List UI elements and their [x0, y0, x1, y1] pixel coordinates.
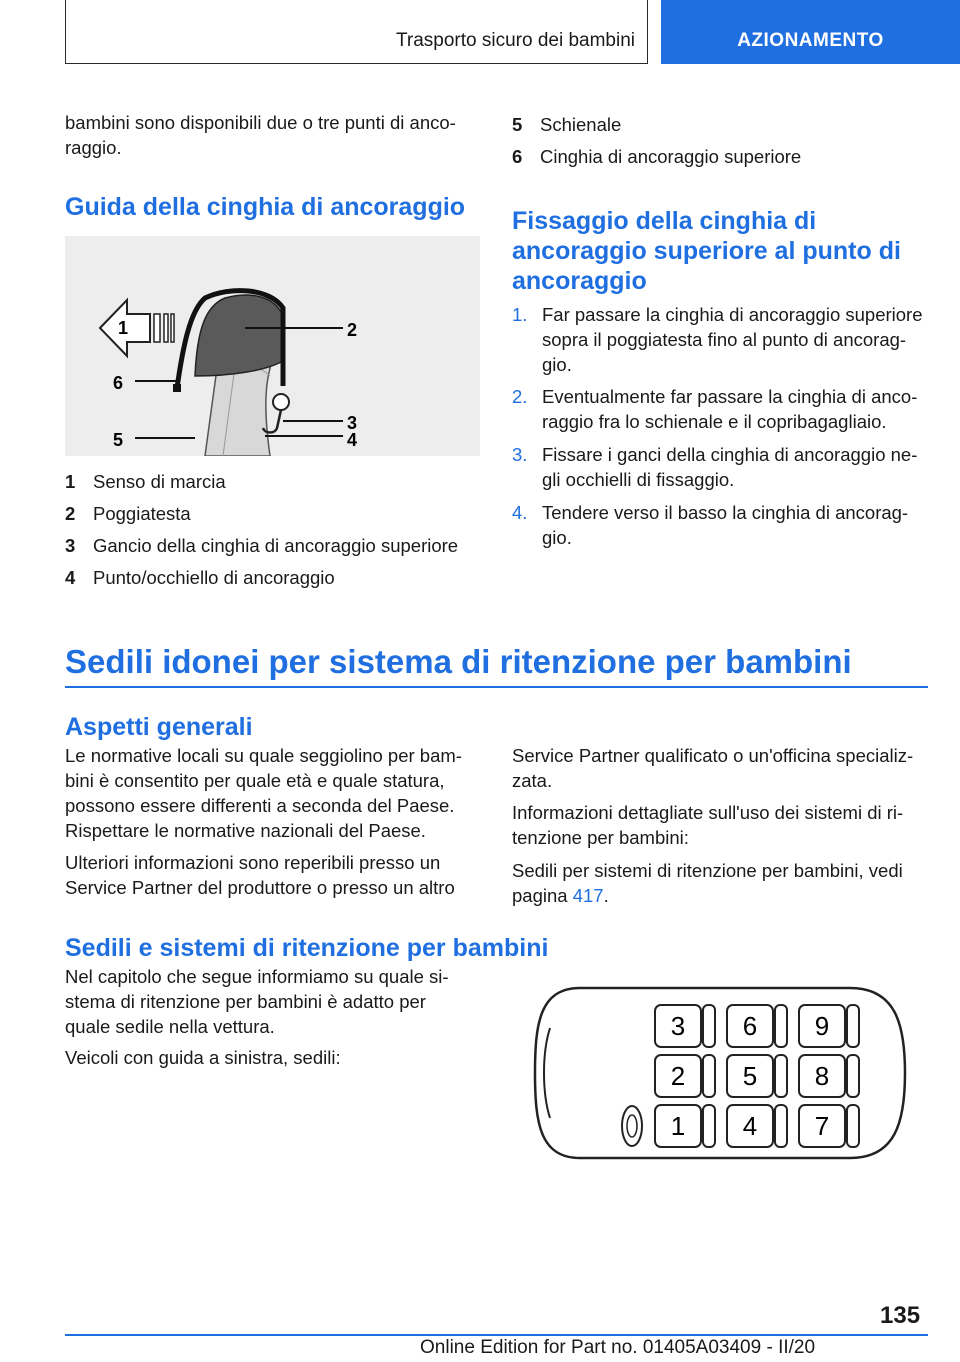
- heading-general: Aspetti generali: [65, 713, 253, 741]
- header-chapter-tab: [661, 0, 960, 64]
- seat-number: 3: [670, 1011, 686, 1041]
- seat-number: 8: [814, 1061, 830, 1091]
- seat-number: 5: [742, 1061, 758, 1091]
- header-section-tab: [65, 0, 648, 64]
- figure-anchor-strap-drawing: [65, 236, 480, 456]
- seat-layout-drawing: [520, 983, 910, 1163]
- footer-rule: [65, 1334, 928, 1336]
- step-item: 1. Far passare la cinghia di ancoraggio superiore sopra il poggiatesta fino al punto di ancorag-gio.: [512, 304, 923, 375]
- step-item: 3. Fissare i ganci della cinghia di ancoraggio ne-gli occhielli di fissaggio.: [512, 444, 918, 490]
- heading-fixing-strap: Fissaggio della cinghia di ancoraggio superiore al punto di ancoraggio: [512, 207, 901, 295]
- seat-number: 2: [670, 1061, 686, 1091]
- general-paragraph-5: Sedili per sistemi di ritenzione per bambini, vedi pagina 417.: [512, 860, 903, 906]
- page-link[interactable]: 417: [572, 885, 604, 906]
- fig1-label-6: 6: [113, 373, 124, 393]
- seat-number: 4: [742, 1111, 758, 1141]
- step-item: 4. Tendere verso il basso la cinghia di ancorag-gio.: [512, 502, 909, 548]
- general-paragraph-2: Ulteriori informazioni sono reperibili presso un Service Partner del produttore o presso un altro: [65, 852, 455, 898]
- seat-number: 9: [814, 1011, 830, 1041]
- fig1-label-5: 5: [113, 430, 124, 450]
- seat-number: 1: [670, 1111, 686, 1141]
- header-chapter-title: AZIONAMENTO: [737, 30, 884, 51]
- fig1-label-2: 2: [347, 320, 358, 340]
- general-paragraph-3: Service Partner qualificato o un'officina specializ-zata.: [512, 745, 914, 791]
- fig1-label-1: 1: [118, 318, 129, 338]
- heading-seats-systems: Sedili e sistemi di ritenzione per bambini: [65, 934, 549, 962]
- fig1-label-3: 3: [347, 413, 358, 433]
- heading-anchor-guide: Guida della cinghia di ancoraggio: [65, 193, 466, 221]
- seat-number: 6: [742, 1011, 758, 1041]
- intro-paragraph: bambini sono disponibili due o tre punti di anco-raggio.: [65, 112, 456, 158]
- general-paragraph-1: Le normative locali su quale seggiolino per bam-bini è consentito per quale età e quale statura, possono essere differenti a seconda del Paese. Rispettare le normative nazionali del Paese.: [65, 745, 462, 841]
- fig1-label-4: 4: [347, 430, 358, 450]
- figure-seat-layout: [520, 983, 910, 1163]
- seats-paragraph-2: Veicoli con guida a sinistra, sedili:: [65, 1047, 341, 1068]
- seat-number: 7: [814, 1111, 830, 1141]
- section-title: Sedili idonei per sistema di ritenzione per bambini: [65, 643, 852, 680]
- page-number: 135: [880, 1302, 921, 1329]
- step-item: 2. Eventualmente far passare la cinghia di anco-raggio fra lo schienale e il copribagagliaio.: [512, 386, 918, 432]
- general-paragraph-4: Informazioni dettagliate sull'uso dei sistemi di ri-tenzione per bambini:: [512, 802, 904, 848]
- figure-anchor-strap: [65, 236, 480, 456]
- footer-edition: Online Edition for Part no. 01405A03409 - II/20: [420, 1337, 816, 1358]
- header-section-title: Trasporto sicuro dei bambini: [395, 30, 635, 51]
- section-rule: [65, 686, 928, 688]
- seats-paragraph-1: Nel capitolo che segue informiamo su quale si-stema di ritenzione per bambini è adatto per quale sedile nella vettura.: [65, 966, 449, 1037]
